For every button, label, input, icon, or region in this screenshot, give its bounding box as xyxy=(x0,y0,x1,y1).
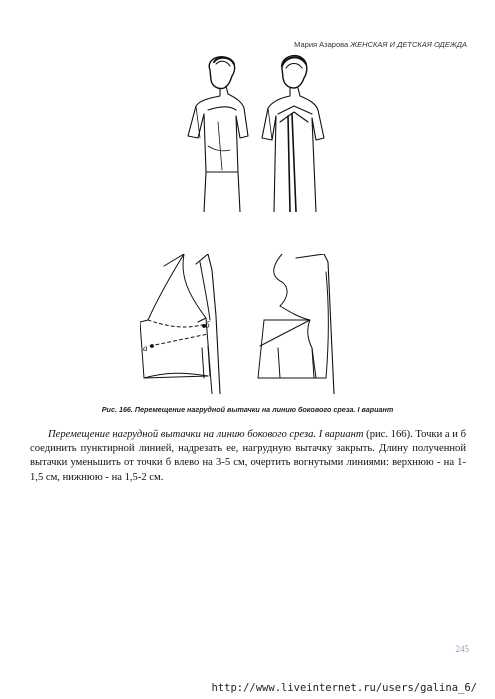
body-rest: Точки а и б соединить пунктирной линией, надрезать ее, нагрудную вытачку закрыть. Длину полученной вытачки уменьшить от точки б влево на 3-5 см, очертить вогнутыми линиями: верхнюю - на 1-1,5 см, нижнюю - на 1,5-2 см. xyxy=(30,429,466,483)
figure-caption: Рис. 166. Перемещение нагрудной вытачки на линию бокового среза. I вариант xyxy=(101,405,394,414)
point-label-a: а xyxy=(143,343,148,353)
draft-right xyxy=(258,254,334,394)
body-paragraph xyxy=(30,428,466,485)
body-lead-ref: (рис. 166). xyxy=(363,429,413,440)
figure-left xyxy=(188,57,248,212)
body-lead-italic: Перемещение нагрудной вытачки на линию бокового среза. I вариант xyxy=(48,429,364,440)
source-watermark: http://www.liveinternet.ru/users/galina_6/ xyxy=(211,682,477,694)
header-book-title: ЖЕНСКАЯ И ДЕТСКАЯ ОДЕЖДА xyxy=(350,40,467,49)
point-label-b: б xyxy=(205,320,210,330)
page-number: 245 xyxy=(455,644,469,654)
header-author: Мария Азарова xyxy=(294,40,349,49)
pattern-draft-diagram xyxy=(140,254,360,394)
garment-illustration xyxy=(178,52,328,212)
figure-right xyxy=(262,56,324,212)
running-header xyxy=(294,40,467,49)
